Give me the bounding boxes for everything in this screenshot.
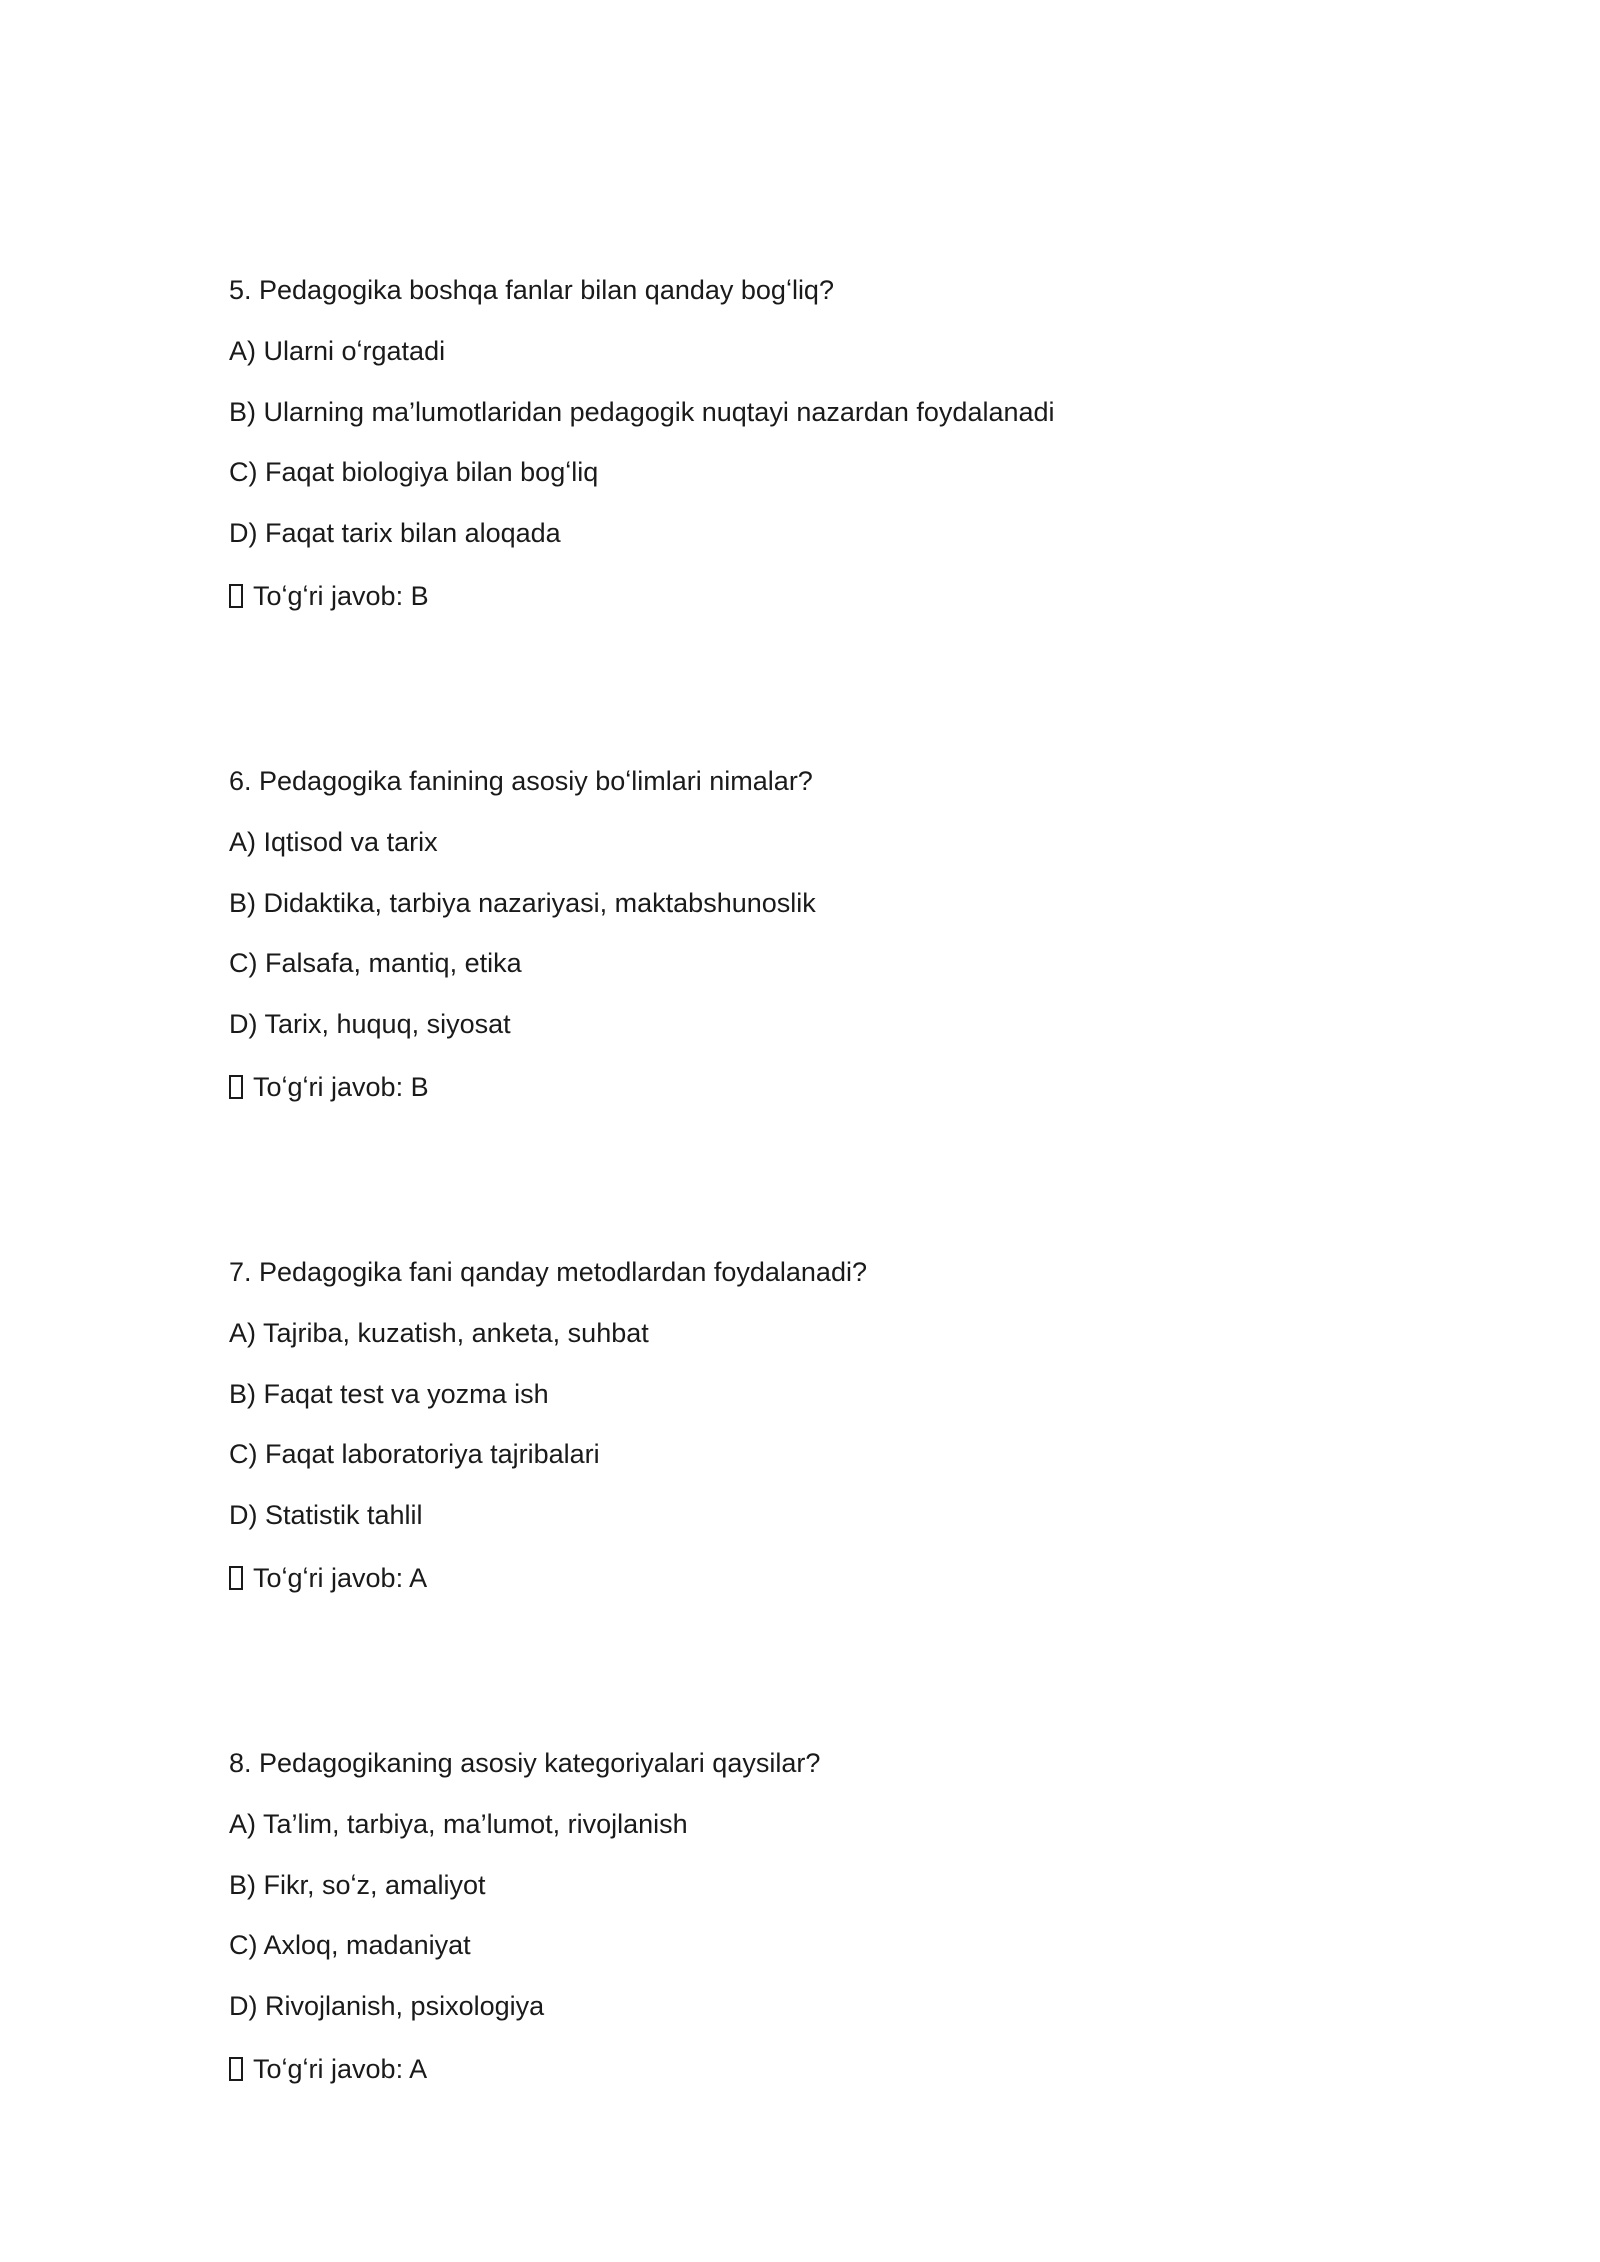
option-a: A) Iqtisod va tarix — [229, 827, 438, 857]
option-c: C) Faqat laboratoriya tajribalari — [229, 1439, 600, 1469]
checkbox-icon — [229, 1075, 243, 1099]
option-d: D) Tarix, huquq, siyosat — [229, 1009, 511, 1039]
correct-answer — [229, 1069, 429, 1105]
checkbox-icon — [229, 2057, 243, 2081]
option-d: D) Rivojlanish, psixologiya — [229, 1991, 545, 2021]
option-a: A) Ularni oʻrgatadi — [229, 336, 446, 366]
correct-answer-text: Toʻgʻri javob: A — [253, 2054, 428, 2084]
checkbox-icon — [229, 1566, 243, 1590]
correct-answer-text: Toʻgʻri javob: B — [253, 1072, 429, 1102]
option-b: B) Faqat test va yozma ish — [229, 1379, 549, 1409]
question-text: 7. Pedagogika fani qanday metodlardan foydalanadi? — [229, 1257, 867, 1287]
option-b: B) Fikr, soʻz, amaliyot — [229, 1870, 486, 1900]
correct-answer — [229, 1560, 427, 1596]
option-b: B) Ularning ma’lumotlaridan pedagogik nuqtayi nazardan foydalanadi — [229, 397, 1055, 427]
option-d: D) Statistik tahlil — [229, 1500, 423, 1530]
question-text: 6. Pedagogika fanining asosiy boʻlimlari nimalar? — [229, 766, 813, 796]
option-a: A) Tajriba, kuzatish, anketa, suhbat — [229, 1318, 649, 1348]
option-c: C) Faqat biologiya bilan bogʻliq — [229, 457, 599, 487]
correct-answer — [229, 2051, 427, 2087]
option-b: B) Didaktika, tarbiya nazariyasi, maktabshunoslik — [229, 888, 816, 918]
option-c: C) Falsafa, mantiq, etika — [229, 948, 522, 978]
option-d: D) Faqat tarix bilan aloqada — [229, 518, 561, 548]
correct-answer-text: Toʻgʻri javob: A — [253, 1563, 428, 1593]
correct-answer — [229, 578, 429, 614]
checkbox-icon — [229, 584, 243, 608]
question-text: 5. Pedagogika boshqa fanlar bilan qanday bogʻliq? — [229, 275, 834, 305]
correct-answer-text: Toʻgʻri javob: B — [253, 581, 429, 611]
option-a: A) Ta’lim, tarbiya, ma’lumot, rivojlanish — [229, 1809, 688, 1839]
option-c: C) Axloq, madaniyat — [229, 1930, 471, 1960]
question-text: 8. Pedagogikaning asosiy kategoriyalari qaysilar? — [229, 1748, 821, 1778]
